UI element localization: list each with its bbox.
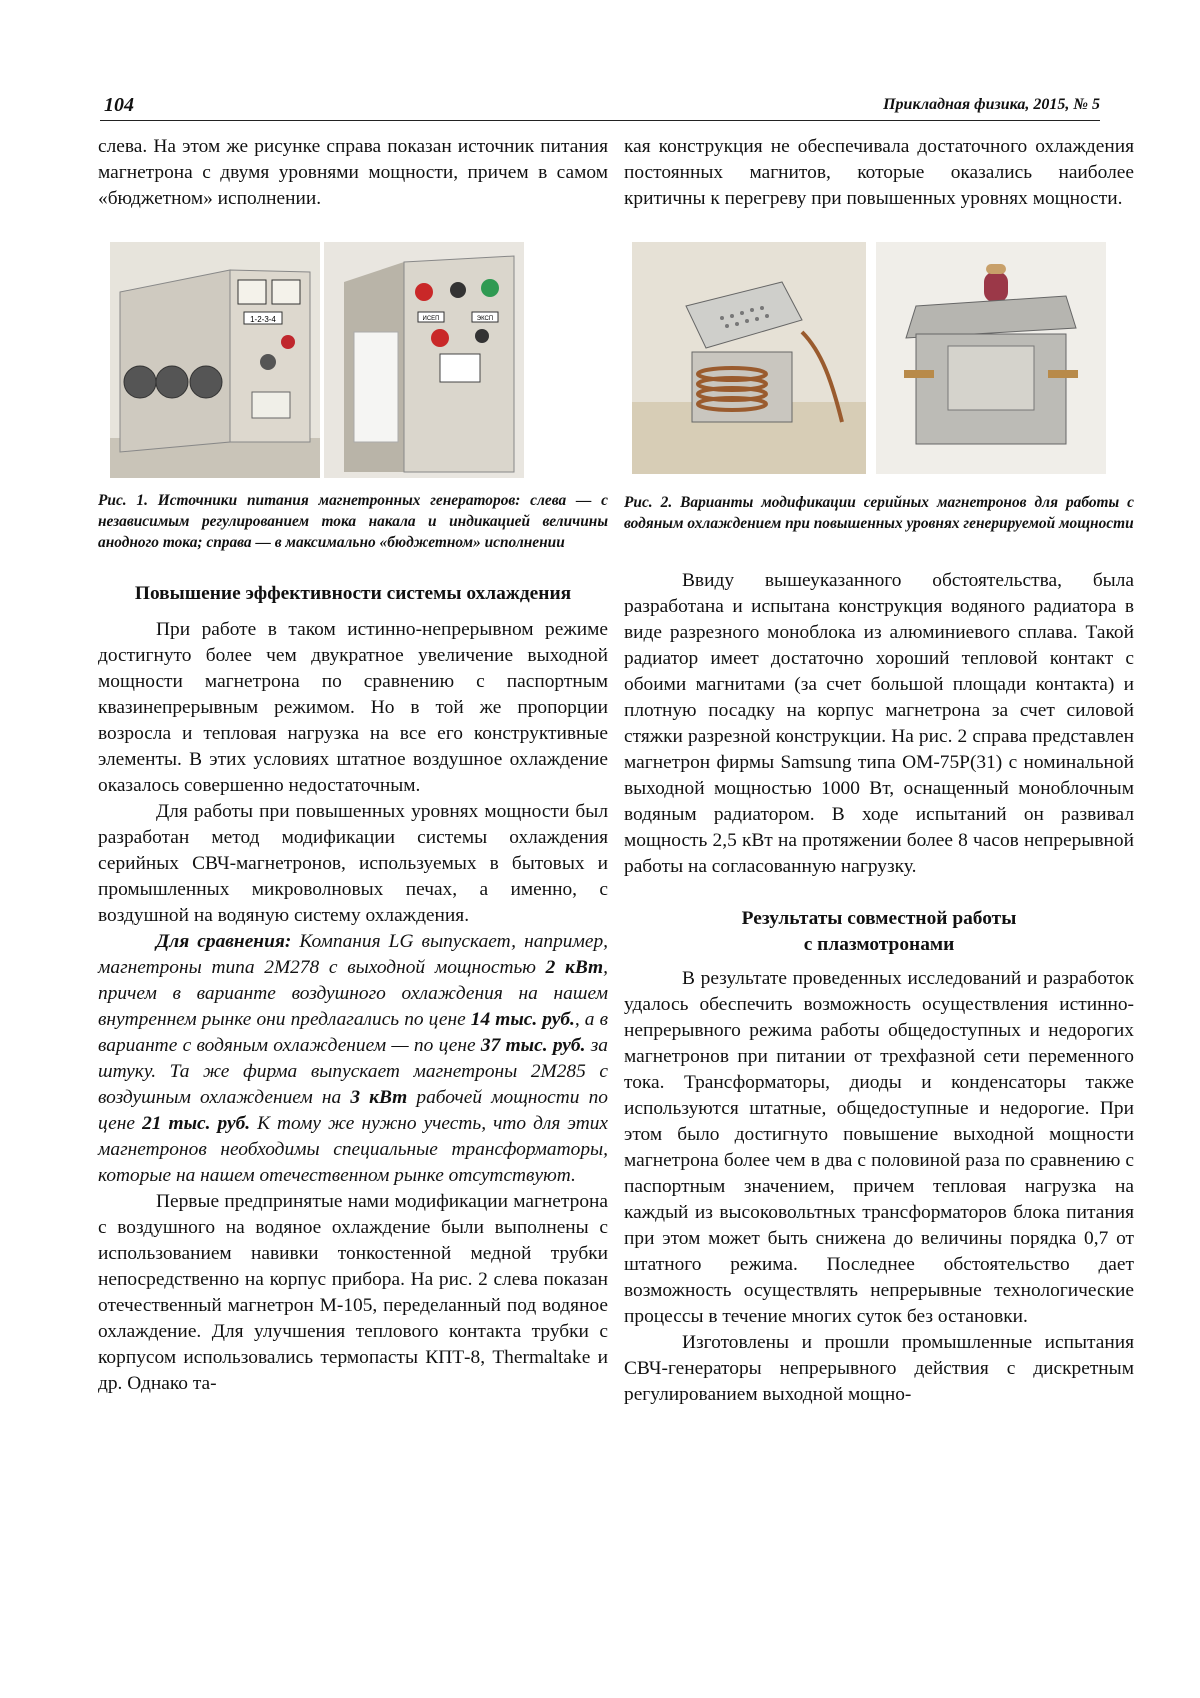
paragraph: слева. На этом же рисунке справа показан источник питания магнетрона с двумя уровнями мощности, причем в самом «бюджетном» исполнении. xyxy=(98,136,608,209)
section-title xyxy=(624,906,1134,958)
running-header xyxy=(100,92,1100,121)
power-supply-photo-right xyxy=(324,242,524,478)
left-column xyxy=(98,134,608,1397)
text-run: рабочей мощности по цене xyxy=(98,1087,608,1134)
journal-name: Прикладная физика, 2015, № 5 xyxy=(883,96,1100,113)
power-supply-photo-left xyxy=(110,242,320,478)
magnetron-photo-left xyxy=(632,242,866,474)
panel-label-b: ЭКСП xyxy=(476,316,494,322)
paragraph: кая конструкция не обеспечивала достаточного охлаждения постоянных магнитов, которые оказались наиболее критичны к перегреву при повышенных уровнях мощности. xyxy=(624,136,1134,209)
panel-sign: 1-2-3-4 xyxy=(250,315,276,324)
text-run: , причем в варианте воздушного охлаждения на нашем внутреннем рынке они предлагались по цене xyxy=(98,957,608,1030)
page-number: 104 xyxy=(104,94,134,116)
paragraph: Ввиду вышеуказанного обстоятельства, была разработана и испытана конструкция водяного радиатора в виде разрезного моноблока из алюминиевого сплава. Такой радиатор имеет достаточно хороший тепловой контакт с обоими магнитами (за счет большой площади контакта) и плотную посадку на корпус магнетрона за счет силовой стяжки разрезной конструкции. На рис. 2 справа представлен магнетрон фирмы Samsung типа OM-75P(31) с номинальной выходной мощностью 1000 Вт, оснащенный моноблочным водяным радиатором. В ходе испытаний он развивал мощность 2,5 кВт на протяжении более 8 часов непрерывной работы на согласованную нагрузку. xyxy=(624,570,1134,877)
paragraph: Изготовлены и прошли промышленные испытания СВЧ-генераторы непрерывного действия с дискретным регулированием выходной мощно- xyxy=(624,1332,1134,1405)
emphasis: 14 тыс. руб. xyxy=(470,1009,575,1030)
paragraph: Первые предпринятые нами модификации магнетрона с воздушного на водяное охлаждение были выполнены с использованием навивки тонкостенной медной трубки непосредственно на корпус прибора. На рис. 2 слева показан отечественный магнетрон М-105, переделанный под водяное охлаждение. Для улучшения теплового контакта трубки с корпусом использовались термопасты КПТ-8, Thermaltake и др. Однако та- xyxy=(98,1191,608,1394)
section-title-line: Результаты совместной работы xyxy=(741,908,1017,929)
text-run: за штуку. Та же фирма выпускает магнетроны 2M285 с воздушным охлаждением на xyxy=(98,1035,608,1108)
section-title-line: с плазмотронами xyxy=(803,934,955,955)
figure-1 xyxy=(98,242,608,478)
emphasis: 3 кВт xyxy=(350,1087,408,1108)
text-run: , а в варианте с водяным охлаждением — по цене xyxy=(98,1009,608,1056)
panel-label-a: ИСЕП xyxy=(422,316,440,322)
emphasis: 2 кВт xyxy=(545,957,604,978)
text-run: Компания LG выпускает, например, магнетроны типа 2M278 с выходной мощностью xyxy=(98,931,609,978)
right-column xyxy=(624,134,1134,1408)
figure-1-caption: Рис. 1. Источники питания магнетронных генераторов: слева — с независимым регулированием тока накала и индикацией величины анодного тока; справа — в максимально «бюджетном» исполнении xyxy=(98,492,608,551)
paragraph: Для работы при повышенных уровнях мощности был разработан метод модификации системы охлаждения серийных СВЧ-магнетронов, используемых в бытовых и промышленных микроволновых печах, а именно, с воздушной на водяную систему охлаждения. xyxy=(98,801,608,926)
emphasis: 37 тыс. руб. xyxy=(480,1035,586,1056)
section-title: Повышение эффективности системы охлаждения xyxy=(134,583,572,604)
figure-2-caption: Рис. 2. Варианты модификации серийных магнетронов для работы с водяным охлаждением при повышенных уровнях генерируемой мощности xyxy=(624,494,1134,532)
emphasis: 21 тыс. руб. xyxy=(142,1113,251,1134)
text-run: К тому же нужно учесть, что для этих магнетронов необходимы специальные трансформаторы, которые на нашем отечественном рынке отсутствуют. xyxy=(98,1113,609,1186)
paragraph: При работе в таком истинно-непрерывном режиме достигнуто более чем двукратное увеличение выходной мощности магнетрона по сравнению с паспортным квазинепрерывным режимом. Но в той же пропорции возросла и тепловая нагрузка на все его конструктивные элементы. В этих условиях штатное воздушное охлаждение оказалось совершенно недостаточным. xyxy=(98,619,608,796)
figure-2 xyxy=(624,242,1134,474)
comparison-lead: Для сравнения: xyxy=(156,931,292,952)
magnetron-photo-right xyxy=(876,242,1106,474)
comparison-paragraph xyxy=(98,929,608,1189)
paragraph: В результате проведенных исследований и разработок удалось обеспечить возможность осуществления истинно-непрерывного режима работы общедоступных и недорогих магнетронов при питании от трехфазной сети переменного тока. Трансформаторы, диоды и конденсаторы также используются штатные, общедоступные и недорогие. При этом было достигнуто повышение выходной мощности магнетрона более чем в два с половиной раза по сравнению с паспортным значением, причем тепловая нагрузка на каждый из высоковольтных трансформаторов блока питания при этом может быть снижена до величины порядка 0,7 от штатного режима. Последнее обстоятельство дает возможность осуществлять непрерывные технологические процессы в течение многих суток без остановки. xyxy=(624,968,1134,1327)
